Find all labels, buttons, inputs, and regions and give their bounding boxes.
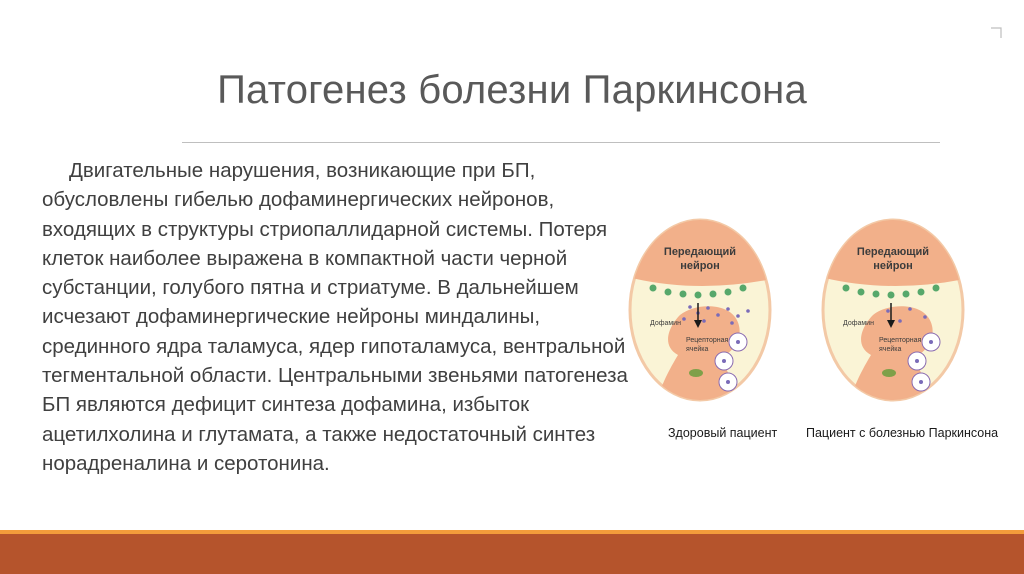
footer-bar — [0, 534, 1024, 574]
receptor-label-line1: Рецепторная — [879, 337, 922, 344]
neuron-label-line1: Передающий — [856, 246, 930, 258]
neuron-label-line1: Передающий — [663, 246, 737, 258]
dopamine-label: Дофамин — [650, 320, 681, 327]
synapse-figure — [620, 215, 1020, 455]
neuron-label-line2: нейрон — [680, 260, 720, 272]
receptor-label-line1: Рецепторная — [686, 337, 729, 344]
receptor-label-line2: ячейка — [686, 346, 709, 353]
corner-bracket-icon — [990, 27, 1002, 39]
healthy-synapse-panel — [620, 215, 790, 415]
slide-title: Патогенез болезни Паркинсона — [217, 68, 807, 112]
body-paragraph: Двигательные нарушения, возникающие при БП, обусловлены гибелью дофаминергических нейронов, входящих в структуры стриопаллидарной системы. Потеря клеток наиболее выражена в компактной части черной субстанции, голубого пятна и стриатуме. В дальнейшем исчезают дофаминергические нейроны миндалины, срединного ядра таламуса, ядер гипоталамуса, вентральной тегментальной области. Центральными звеньями патогенеза БП являются дефицит синтеза дофамина, избыток ацетилхолина и глутамата, а также недостаточный синтез норадреналина и серотонина. — [42, 159, 628, 475]
dopamine-label: Дофамин — [843, 320, 874, 327]
caption-parkinson: Пациент с болезнью Паркинсона — [806, 426, 999, 440]
title-divider — [182, 142, 940, 143]
parkinson-synapse-panel — [813, 215, 983, 415]
neuron-label-line2: нейрон — [873, 260, 913, 272]
caption-healthy: Здоровый пациент — [668, 426, 778, 440]
receptor-label-line2: ячейка — [879, 346, 902, 353]
